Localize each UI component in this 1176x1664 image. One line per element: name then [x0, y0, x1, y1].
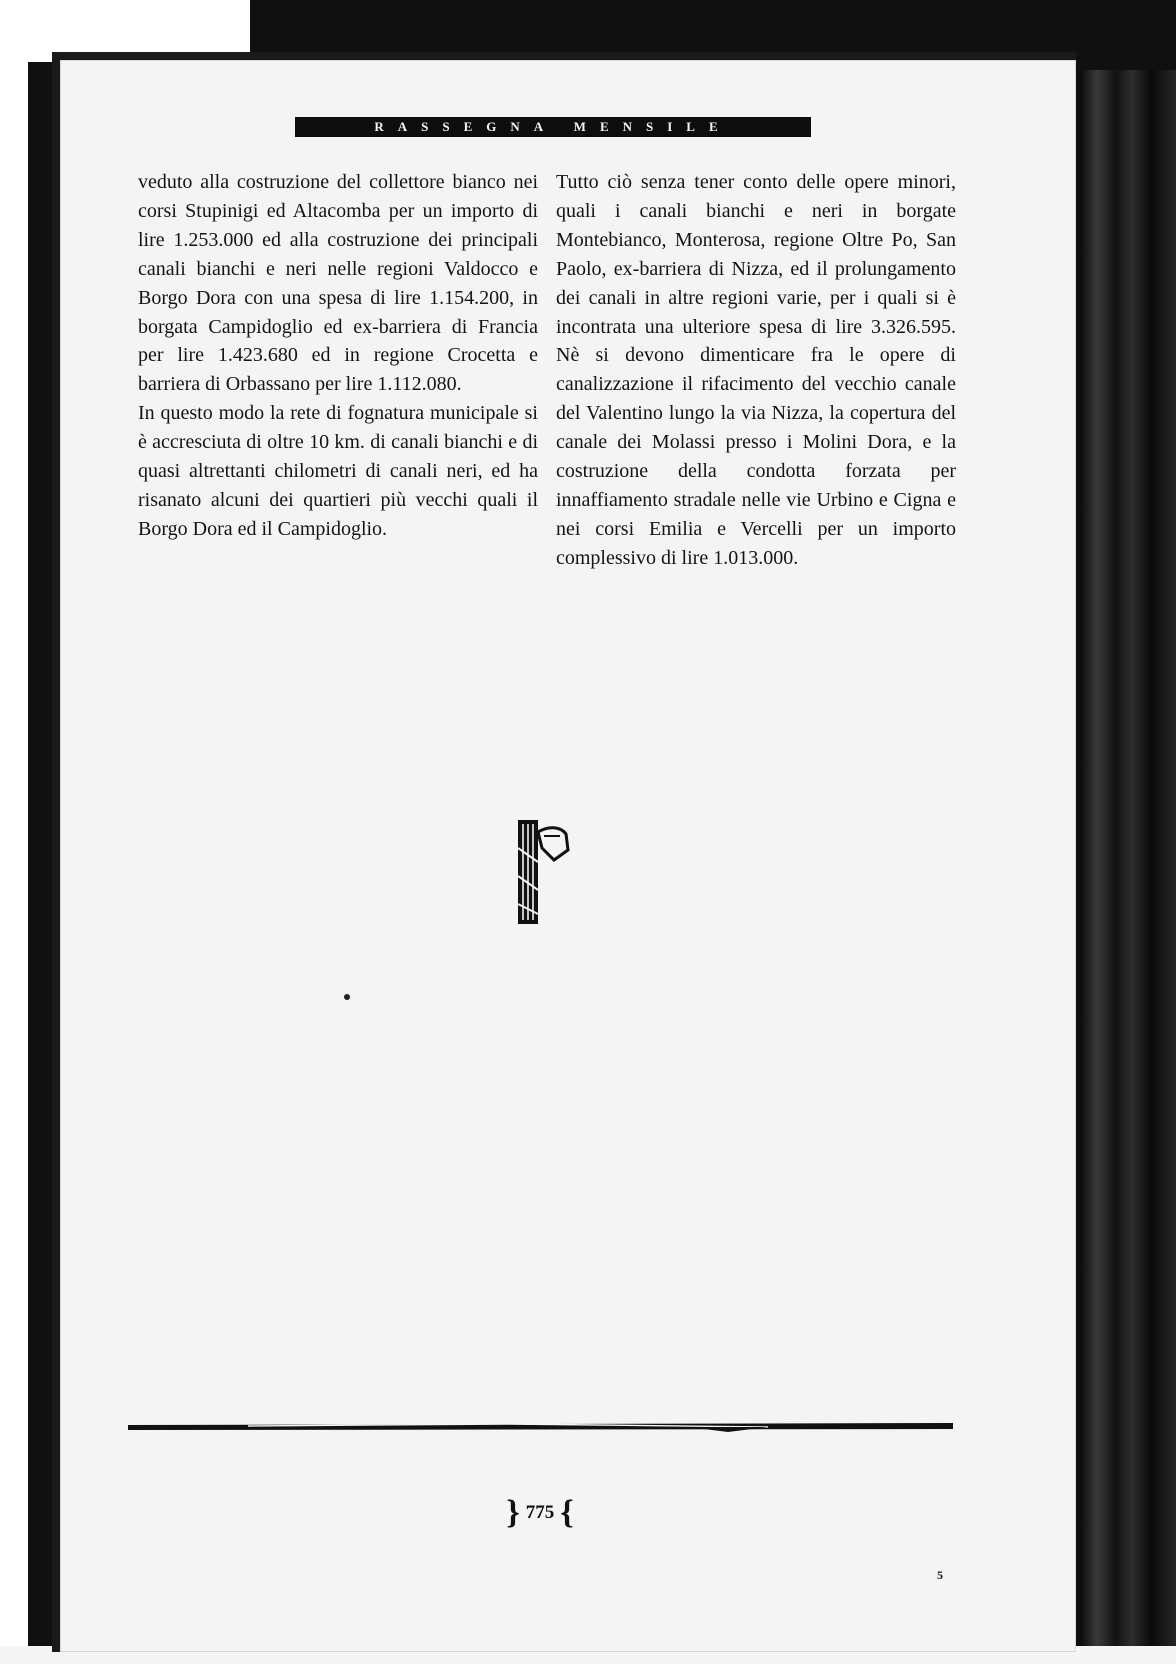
fasces-emblem-icon — [514, 818, 576, 928]
scan-border-left — [0, 62, 28, 1664]
paragraph: In questo modo la rete di fognatura municipale si è accresciuta di oltre 10 km. di canali bianchi e di quasi altrettanti chilometri di canali neri, ed ha risanato alcuni dei quartieri più vecchi quali il Borgo Dora ed il Campidoglio. — [138, 402, 538, 540]
right-bracket-ornament: { — [560, 1493, 574, 1531]
corner-mark: 5 — [937, 1568, 943, 1582]
paragraph: veduto alla costruzione del collettore bianco nei corsi Stupinigi ed Altacomba per un importo di lire 1.253.000 ed alla costruzione dei principali canali bianchi e neri nelle regioni Valdocco e Borgo Dora con una spesa di lire 1.154.200, in borgata Campidoglio ed ex-barriera di Francia per lire 1.423.680 ed in regione Crocetta e barriera di Orbassano per lire 1.112.080. — [138, 171, 538, 396]
left-text-column — [138, 168, 538, 544]
book-spine — [1060, 70, 1176, 1646]
page-number-text: 775 — [525, 1501, 555, 1523]
left-bracket-ornament: } — [506, 1493, 520, 1531]
paragraph: Tutto ciò senza tener conto delle opere minori, quali i canali bianchi e neri in borgate Montebianco, Monterosa, regione Oltre Po, San Paolo, ex-barriera di Nizza, ed il prolungamento dei canali in altre regioni varie, per i quali si è incontrata una ulteriore spesa di lire 3.326.595. Nè si devono dimenticare fra le opere di canalizzazione il rifacimento del vecchio canale del Valentino lungo la via Nizza, la copertura del canale dei Molassi presso i Molini Dora, e la costruzione della condotta forzata per innaffiamento stradale nelle vie Urbino e Cigna e nei corsi Emilia e Vercelli per un importo complessivo di lire 1.013.000. — [556, 171, 956, 569]
ink-speck — [344, 994, 350, 1000]
running-head-title: RASSEGNA MENSILE — [295, 117, 811, 137]
decorative-rule — [128, 1418, 953, 1434]
page-number — [480, 1492, 600, 1532]
right-text-column — [556, 168, 956, 573]
